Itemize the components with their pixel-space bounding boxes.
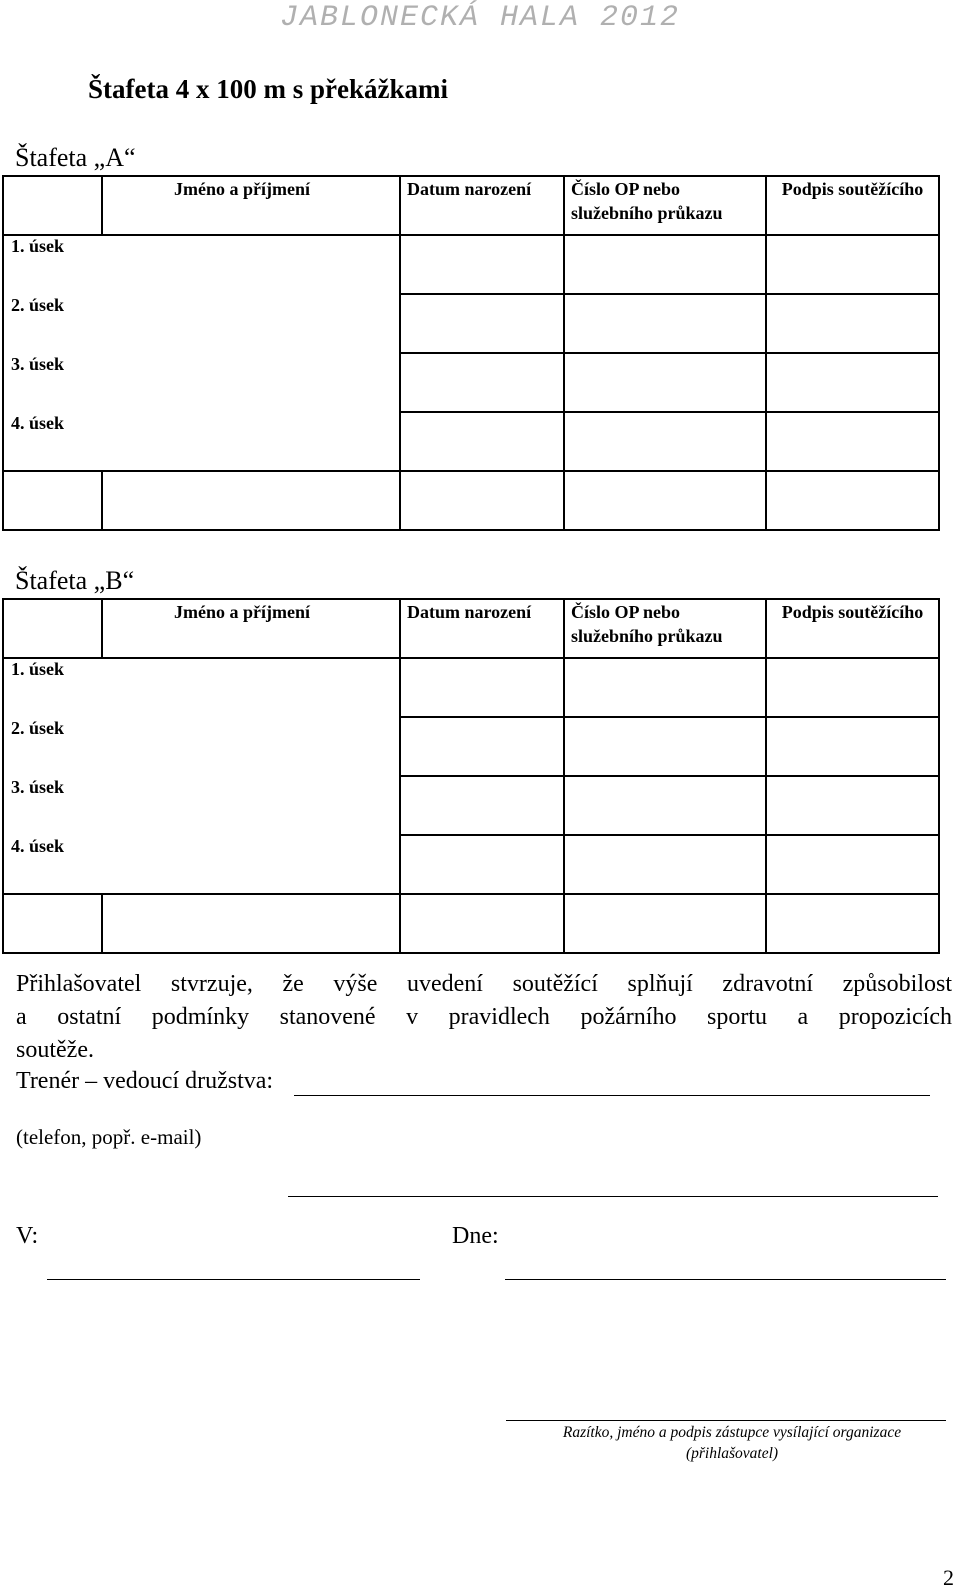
relay-b-col-signature: Podpis soutěžícího xyxy=(781,602,924,622)
place-line[interactable] xyxy=(47,1279,420,1280)
phone-label: (telefon, popř. e-mail) xyxy=(16,1125,202,1149)
relay-b-rule-1 xyxy=(400,716,940,718)
relay-b-col-name: Jméno a příjmení xyxy=(174,602,310,622)
relay-b-col-edge-right xyxy=(938,598,940,954)
relay-a-rule-bottom xyxy=(2,529,940,531)
declaration-line-2: a ostatní podmínky stanovené v pravidlech požárního sportu a propozicích xyxy=(16,1004,952,1030)
relay-a-leg-1: 1. úsek xyxy=(11,236,65,256)
page-number: 2 xyxy=(943,1565,954,1590)
relay-a-col-edge-right xyxy=(938,175,940,531)
relay-a-col-2 xyxy=(399,175,401,531)
document-header: JABLONECKÁ HALA 2012 xyxy=(279,1,681,35)
page-title: Štafeta 4 x 100 m s překážkami xyxy=(88,74,448,104)
relay-b-leg-4: 4. úsek xyxy=(11,836,65,856)
phone-line[interactable] xyxy=(288,1196,938,1197)
date-label: Dne: xyxy=(452,1223,499,1249)
relay-b-col-4 xyxy=(765,598,767,954)
relay-b-label: Štafeta „B“ xyxy=(15,566,135,595)
relay-b-rule-3 xyxy=(400,834,940,836)
relay-a-col-signature: Podpis soutěžícího xyxy=(781,179,924,199)
relay-b-rule-2 xyxy=(400,775,940,777)
relay-a-rule-2 xyxy=(400,352,940,354)
relay-b-col-3 xyxy=(563,598,565,954)
date-line[interactable] xyxy=(505,1279,946,1280)
relay-a-col-1-top xyxy=(101,175,103,235)
relay-a-rule-header xyxy=(2,234,940,236)
stamp-caption-2: (přihlašovatel) xyxy=(685,1445,779,1462)
relay-b-col-1-top xyxy=(101,598,103,658)
stamp-caption-1: Razítko, jméno a podpis zástupce vysílající organizace xyxy=(562,1424,902,1441)
relay-b-leg-3: 3. úsek xyxy=(11,777,65,797)
relay-a-rule-1 xyxy=(400,293,940,295)
relay-b-col-edge-left xyxy=(2,598,4,954)
relay-a-col-edge-left xyxy=(2,175,4,531)
relay-a-col-birth: Datum narození xyxy=(407,179,532,199)
relay-a-col-id: Číslo OP nebo služebního průkazu xyxy=(571,179,723,223)
relay-b-col-id: Číslo OP nebo služebního průkazu xyxy=(571,602,723,646)
relay-b-rule-header xyxy=(2,657,940,659)
relay-b-leg-2: 2. úsek xyxy=(11,718,65,738)
coach-label: Trenér – vedoucí družstva: xyxy=(16,1068,274,1094)
declaration-line-3: soutěže. xyxy=(16,1037,94,1063)
relay-a-rule-4 xyxy=(2,470,940,472)
declaration-line-1: Přihlašovatel stvrzuje, že výše uvedení soutěžící splňují zdravotní způsobilost xyxy=(16,971,952,997)
relay-a-col-4 xyxy=(765,175,767,531)
stamp-line[interactable] xyxy=(506,1420,946,1421)
place-label: V: xyxy=(16,1223,39,1249)
relay-a-col-1-bottom xyxy=(101,470,103,531)
relay-b-col-birth: Datum narození xyxy=(407,602,532,622)
relay-b-col-2 xyxy=(399,598,401,954)
coach-signature-line[interactable] xyxy=(294,1095,930,1096)
relay-a-col-3 xyxy=(563,175,565,531)
relay-a-leg-2: 2. úsek xyxy=(11,295,65,315)
relay-b-leg-1: 1. úsek xyxy=(11,659,65,679)
relay-a-col-name: Jméno a příjmení xyxy=(174,179,310,199)
relay-b-rule-4 xyxy=(2,893,940,895)
relay-a-leg-3: 3. úsek xyxy=(11,354,65,374)
relay-a-rule-3 xyxy=(400,411,940,413)
relay-a-leg-4: 4. úsek xyxy=(11,413,65,433)
relay-b-col-1-bottom xyxy=(101,893,103,954)
relay-a-label: Štafeta „A“ xyxy=(15,143,136,172)
relay-b-rule-bottom xyxy=(2,952,940,954)
